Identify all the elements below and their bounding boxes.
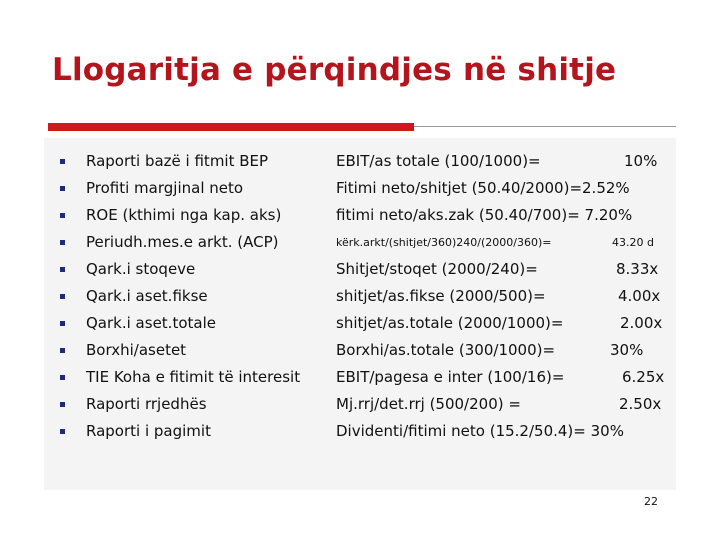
ratio-formula: EBIT/pagesa e inter (100/16)= — [336, 368, 565, 386]
ratio-formula: Borxhi/as.totale (300/1000)= — [336, 341, 556, 359]
square-bullet-icon — [60, 213, 65, 218]
square-bullet-icon — [60, 429, 65, 434]
list-item — [0, 418, 720, 445]
ratio-name: Raporti i pagimit — [86, 422, 211, 440]
ratio-name: Profiti margjinal neto — [86, 179, 244, 197]
ratio-name: Qark.i stoqeve — [86, 260, 196, 278]
square-bullet-icon — [60, 402, 65, 407]
slide-title: Llogaritja e përqindjes në shitje — [52, 52, 617, 88]
ratio-name: Raporti bazë i fitmit BEP — [86, 152, 269, 170]
ratio-formula: Mj.rrj/det.rrj (500/200) = — [336, 395, 521, 413]
square-bullet-icon — [60, 159, 65, 164]
square-bullet-icon — [60, 348, 65, 353]
square-bullet-icon — [60, 294, 65, 299]
ratio-formula: Shitjet/stoqet (2000/240)= — [336, 260, 538, 278]
square-bullet-icon — [60, 186, 65, 191]
list-item — [0, 337, 720, 364]
ratio-name: ROE (kthimi nga kap. aks) — [86, 206, 282, 224]
ratio-formula: kërk.arkt/(shitjet/360)240/(2000/360)= — [336, 236, 552, 249]
list-item — [0, 310, 720, 337]
square-bullet-icon — [60, 267, 65, 272]
ratio-value: 6.25x — [622, 368, 665, 386]
ratio-formula: shitjet/as.fikse (2000/500)= — [336, 287, 546, 305]
square-bullet-icon — [60, 321, 65, 326]
ratio-value: 4.00x — [618, 287, 661, 305]
ratio-value: 30% — [610, 341, 644, 359]
ratio-formula: shitjet/as.totale (2000/1000)= — [336, 314, 564, 332]
ratio-formula: Dividenti/fitimi neto (15.2/50.4)= 30% — [336, 422, 624, 440]
ratio-value: 2.00x — [620, 314, 663, 332]
ratio-value: 8.33x — [616, 260, 659, 278]
title-accent-bar — [48, 123, 414, 131]
square-bullet-icon — [60, 375, 65, 380]
ratio-name: Borxhi/asetet — [86, 341, 187, 359]
list-item — [0, 364, 720, 391]
ratio-name: Qark.i aset.fikse — [86, 287, 208, 305]
list-item — [0, 229, 720, 256]
ratio-formula: Fitimi neto/shitjet (50.40/2000)=2.52% — [336, 179, 630, 197]
ratio-name: TIE Koha e fitimit të interesit — [86, 368, 301, 386]
list-item — [0, 283, 720, 310]
ratio-name: Raporti rrjedhës — [86, 395, 207, 413]
list-item — [0, 175, 720, 202]
list-item — [0, 202, 720, 229]
ratio-value: 43.20 d — [612, 236, 654, 249]
list-item — [0, 148, 720, 175]
ratio-formula: fitimi neto/aks.zak (50.40/700)= 7.20% — [336, 206, 633, 224]
ratio-formula: EBIT/as totale (100/1000)= — [336, 152, 541, 170]
ratio-value: 2.50x — [619, 395, 662, 413]
list-item — [0, 256, 720, 283]
ratio-value: 10% — [624, 152, 658, 170]
page-number: 22 — [644, 495, 658, 508]
square-bullet-icon — [60, 240, 65, 245]
ratio-name: Qark.i aset.totale — [86, 314, 216, 332]
ratio-name: Periudh.mes.e arkt. (ACP) — [86, 233, 279, 251]
list-item — [0, 391, 720, 418]
